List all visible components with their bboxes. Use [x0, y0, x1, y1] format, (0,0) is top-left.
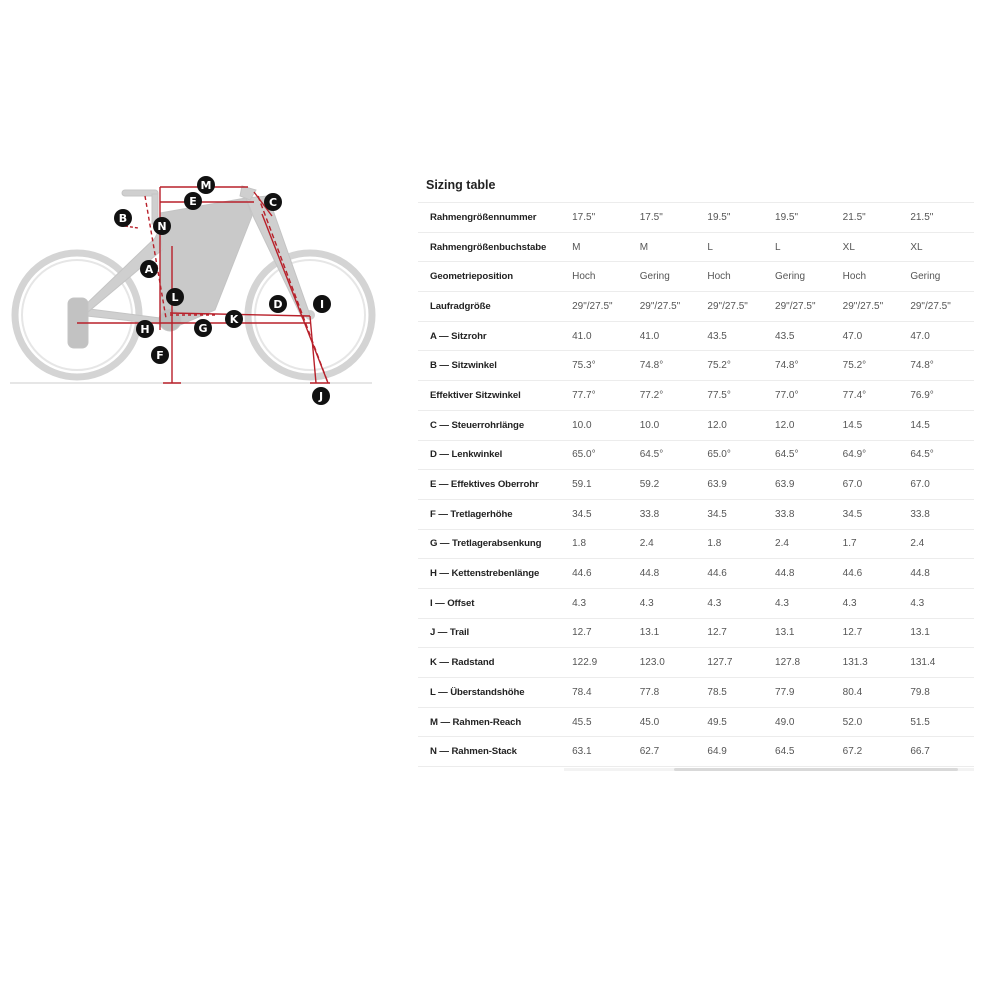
table-row	[418, 410, 974, 440]
table-cell: 77.9	[771, 678, 839, 708]
svg-text:F: F	[156, 349, 164, 362]
table-cell: 77.0°	[771, 381, 839, 411]
table-row	[418, 292, 974, 322]
table-cell: 67.0	[906, 470, 974, 500]
table-cell: 13.1	[636, 618, 704, 648]
table-cell: 29"/27.5"	[636, 292, 704, 322]
marker-C	[264, 193, 282, 211]
table-cell: 44.6	[568, 559, 636, 589]
table-cell: 52.0	[839, 707, 907, 737]
table-cell: 43.5	[703, 321, 771, 351]
row-label: L — Überstandshöhe	[418, 678, 568, 708]
marker-B	[114, 209, 132, 227]
table-cell: 44.8	[636, 559, 704, 589]
svg-text:H: H	[140, 323, 150, 336]
table-cell: 64.9°	[839, 440, 907, 470]
table-cell: 34.5	[568, 499, 636, 529]
table-cell: 33.8	[771, 499, 839, 529]
row-label: G — Tretlagerabsenkung	[418, 529, 568, 559]
table-cell: 44.8	[906, 559, 974, 589]
table-cell: 79.8	[906, 678, 974, 708]
table-cell: 80.4	[839, 678, 907, 708]
table-cell: 2.4	[771, 529, 839, 559]
marker-J	[312, 387, 330, 405]
table-cell: 19.5"	[771, 203, 839, 233]
table-cell: 41.0	[568, 321, 636, 351]
table-cell: 1.8	[703, 529, 771, 559]
row-label: J — Trail	[418, 618, 568, 648]
table-row	[418, 440, 974, 470]
marker-A	[140, 260, 158, 278]
table-cell: 65.0°	[703, 440, 771, 470]
marker-L	[166, 288, 184, 306]
svg-text:N: N	[157, 220, 167, 233]
table-cell: 59.2	[636, 470, 704, 500]
marker-F	[151, 346, 169, 364]
table-row	[418, 737, 974, 767]
table-cell: 76.9°	[906, 381, 974, 411]
table-cell: 63.9	[771, 470, 839, 500]
table-cell: 59.1	[568, 470, 636, 500]
table-cell: M	[636, 232, 704, 262]
table-cell: 44.8	[771, 559, 839, 589]
svg-text:E: E	[189, 195, 197, 208]
table-cell: 1.7	[839, 529, 907, 559]
row-label: C — Steuerrohrlänge	[418, 410, 568, 440]
table-cell: 12.7	[839, 618, 907, 648]
table-cell: XL	[839, 232, 907, 262]
table-cell: Gering	[636, 262, 704, 292]
table-cell: 2.4	[636, 529, 704, 559]
row-label: Effektiver Sitzwinkel	[418, 381, 568, 411]
table-cell: 49.5	[703, 707, 771, 737]
table-cell: 78.5	[703, 678, 771, 708]
sizing-table-scroll-area[interactable]	[418, 202, 974, 767]
svg-text:K: K	[229, 313, 239, 326]
table-cell: 14.5	[839, 410, 907, 440]
marker-H	[136, 320, 154, 338]
table-cell: 29"/27.5"	[703, 292, 771, 322]
marker-E	[184, 192, 202, 210]
table-cell: 10.0	[636, 410, 704, 440]
marker-G	[194, 319, 212, 337]
table-cell: 14.5	[906, 410, 974, 440]
table-cell: 65.0°	[568, 440, 636, 470]
table-cell: 13.1	[771, 618, 839, 648]
row-label: D — Lenkwinkel	[418, 440, 568, 470]
table-cell: 63.9	[703, 470, 771, 500]
table-row	[418, 707, 974, 737]
table-cell: 4.3	[906, 588, 974, 618]
marker-K	[225, 310, 243, 328]
table-cell: 44.6	[703, 559, 771, 589]
table-cell: 67.0	[839, 470, 907, 500]
table-cell: 75.2°	[703, 351, 771, 381]
table-cell: M	[568, 232, 636, 262]
table-cell: 1.8	[568, 529, 636, 559]
table-cell: 4.3	[636, 588, 704, 618]
table-cell: 2.4	[906, 529, 974, 559]
table-row	[418, 499, 974, 529]
table-cell: 4.3	[568, 588, 636, 618]
table-cell: Hoch	[839, 262, 907, 292]
table-cell: 12.0	[771, 410, 839, 440]
table-cell: Gering	[906, 262, 974, 292]
table-cell: 45.0	[636, 707, 704, 737]
svg-text:C: C	[268, 196, 278, 209]
table-cell: 47.0	[839, 321, 907, 351]
table-cell: 127.8	[771, 648, 839, 678]
table-row	[418, 351, 974, 381]
table-cell: 49.0	[771, 707, 839, 737]
table-cell: 63.1	[568, 737, 636, 767]
table-cell: 17.5"	[568, 203, 636, 233]
bike-geometry-diagram	[10, 168, 390, 413]
table-row	[418, 470, 974, 500]
table-cell: 34.5	[703, 499, 771, 529]
sizing-table-title: Sizing table	[426, 178, 496, 192]
table-cell: 21.5"	[839, 203, 907, 233]
row-label: Rahmengrößenbuchstabe	[418, 232, 568, 262]
table-row	[418, 381, 974, 411]
svg-text:A: A	[144, 263, 154, 276]
table-cell: 19.5"	[703, 203, 771, 233]
table-row	[418, 618, 974, 648]
svg-text:G: G	[198, 322, 208, 335]
table-row	[418, 232, 974, 262]
row-label: H — Kettenstrebenlänge	[418, 559, 568, 589]
table-row	[418, 262, 974, 292]
row-label: Geometrieposition	[418, 262, 568, 292]
table-cell: Gering	[771, 262, 839, 292]
table-cell: Hoch	[703, 262, 771, 292]
table-row	[418, 529, 974, 559]
table-cell: 12.7	[703, 618, 771, 648]
marker-I	[313, 295, 331, 313]
table-cell: 78.4	[568, 678, 636, 708]
marker-D	[269, 295, 287, 313]
table-cell: 122.9	[568, 648, 636, 678]
table-cell: 12.7	[568, 618, 636, 648]
table-cell: 33.8	[906, 499, 974, 529]
table-row	[418, 203, 974, 233]
row-label: M — Rahmen-Reach	[418, 707, 568, 737]
table-row	[418, 678, 974, 708]
svg-text:L: L	[171, 291, 179, 304]
table-cell: XL	[906, 232, 974, 262]
table-cell: 43.5	[771, 321, 839, 351]
table-cell: 29"/27.5"	[771, 292, 839, 322]
table-cell: 29"/27.5"	[568, 292, 636, 322]
sizing-table	[418, 202, 974, 767]
row-label: N — Rahmen-Stack	[418, 737, 568, 767]
table-cell: 51.5	[906, 707, 974, 737]
table-cell: 64.9	[703, 737, 771, 767]
table-cell: 67.2	[839, 737, 907, 767]
table-cell: 123.0	[636, 648, 704, 678]
svg-text:B: B	[118, 212, 128, 225]
table-cell: 13.1	[906, 618, 974, 648]
table-cell: 21.5"	[906, 203, 974, 233]
table-cell: L	[703, 232, 771, 262]
table-cell: 4.3	[771, 588, 839, 618]
table-cell: 127.7	[703, 648, 771, 678]
table-cell: 131.3	[839, 648, 907, 678]
table-cell: 77.7°	[568, 381, 636, 411]
table-cell: 74.8°	[771, 351, 839, 381]
table-cell: 62.7	[636, 737, 704, 767]
table-cell: 41.0	[636, 321, 704, 351]
table-cell: 66.7	[906, 737, 974, 767]
table-cell: 29"/27.5"	[906, 292, 974, 322]
table-cell: 12.0	[703, 410, 771, 440]
row-label: E — Effektives Oberrohr	[418, 470, 568, 500]
horizontal-scrollbar-thumb[interactable]	[674, 768, 958, 771]
table-cell: 33.8	[636, 499, 704, 529]
svg-text:D: D	[273, 298, 283, 311]
row-label: Laufradgröße	[418, 292, 568, 322]
table-cell: 75.3°	[568, 351, 636, 381]
table-cell: 34.5	[839, 499, 907, 529]
table-cell: 131.4	[906, 648, 974, 678]
table-row	[418, 559, 974, 589]
row-label: I — Offset	[418, 588, 568, 618]
table-row	[418, 648, 974, 678]
table-cell: 77.8	[636, 678, 704, 708]
table-cell: 74.8°	[906, 351, 974, 381]
table-cell: 75.2°	[839, 351, 907, 381]
table-cell: 4.3	[703, 588, 771, 618]
table-row	[418, 321, 974, 351]
row-label: Rahmengrößennummer	[418, 203, 568, 233]
svg-text:I: I	[319, 298, 325, 311]
table-cell: 77.2°	[636, 381, 704, 411]
table-cell: 64.5°	[771, 440, 839, 470]
table-row	[418, 588, 974, 618]
marker-M	[197, 176, 215, 194]
table-cell: 64.5	[771, 737, 839, 767]
table-cell: 4.3	[839, 588, 907, 618]
table-cell: 77.5°	[703, 381, 771, 411]
table-cell: 10.0	[568, 410, 636, 440]
table-cell: 29"/27.5"	[839, 292, 907, 322]
row-label: K — Radstand	[418, 648, 568, 678]
table-cell: 74.8°	[636, 351, 704, 381]
svg-text:J: J	[318, 390, 324, 403]
sizing-table-section	[418, 172, 974, 767]
table-cell: 77.4°	[839, 381, 907, 411]
svg-text:M: M	[200, 179, 212, 192]
table-cell: Hoch	[568, 262, 636, 292]
marker-N	[153, 217, 171, 235]
table-cell: 44.6	[839, 559, 907, 589]
table-cell: 64.5°	[636, 440, 704, 470]
table-cell: 47.0	[906, 321, 974, 351]
row-label: B — Sitzwinkel	[418, 351, 568, 381]
row-label: A — Sitzrohr	[418, 321, 568, 351]
table-cell: 17.5"	[636, 203, 704, 233]
table-cell: 64.5°	[906, 440, 974, 470]
row-label: F — Tretlagerhöhe	[418, 499, 568, 529]
table-cell: 45.5	[568, 707, 636, 737]
table-cell: L	[771, 232, 839, 262]
